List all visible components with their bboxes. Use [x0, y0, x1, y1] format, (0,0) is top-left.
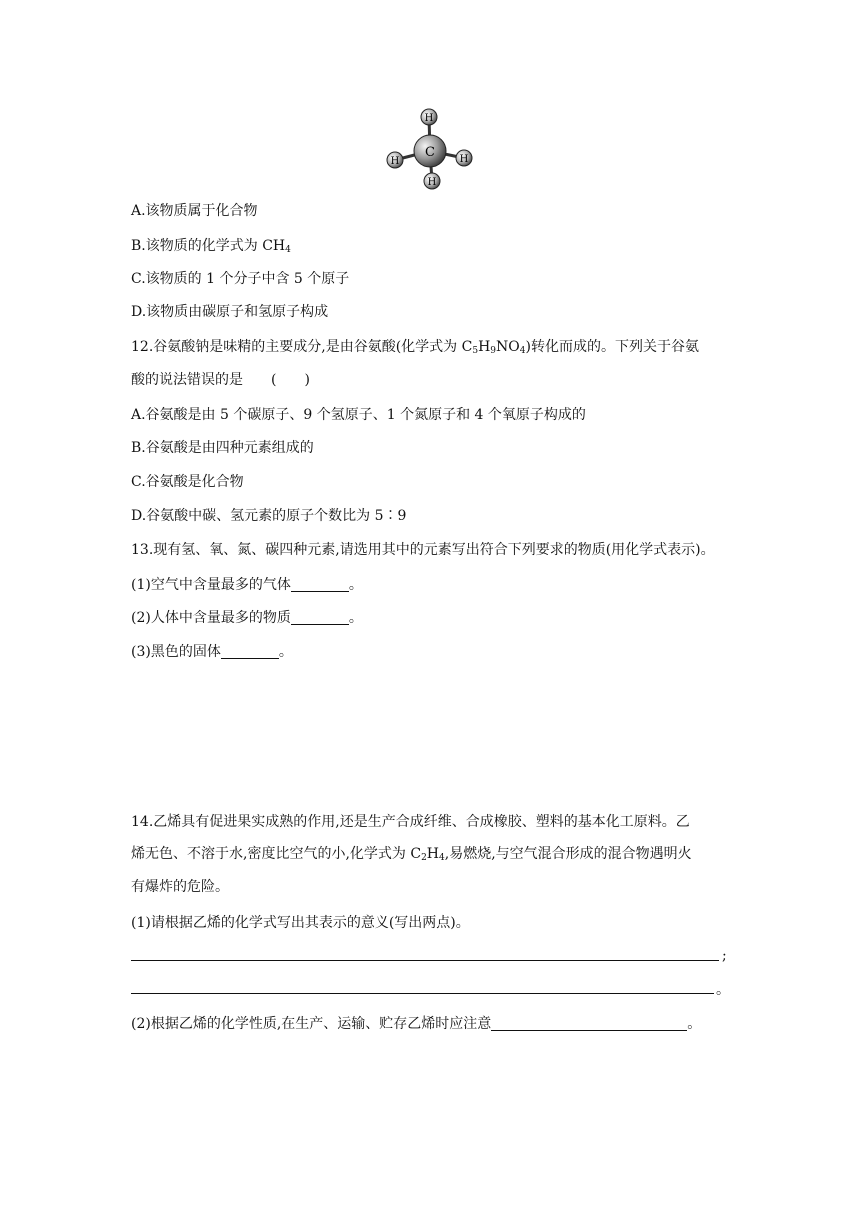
- q14-stem: 14.乙烯具有促进果实成熟的作用,还是生产合成纤维、合成橡胶、塑料的基本化工原料。乙: [131, 814, 690, 830]
- q11-option-d: D.该物质由碳原子和氢原子构成: [131, 304, 329, 320]
- q12-option-d: D.谷氨酸中碳、氢元素的原子个数比为 5∶9: [131, 508, 407, 524]
- h-label-left: H: [390, 156, 400, 167]
- q14-stem-cont: 烯无色、不溶于水,密度比空气的小,化学式为 $C_2H_4$,易燃烧,与空气混合形成的混合物遇明火: [131, 846, 692, 863]
- q12-option-b: B.谷氨酸是由四种元素组成的: [131, 440, 314, 456]
- q11-option-c: C.该物质的 1 个分子中含 5 个原子: [131, 271, 350, 287]
- answer-blank[interactable]: [291, 610, 349, 625]
- q13-stem: 13.现有氢、氧、氮、碳四种元素,请选用其中的元素写出符合下列要求的物质(用化学式表示)。: [131, 542, 715, 558]
- answer-blank[interactable]: [491, 1016, 687, 1031]
- c-label: C: [425, 145, 435, 160]
- q12-option-c: C.谷氨酸是化合物: [131, 474, 244, 490]
- answer-blank[interactable]: [291, 577, 349, 592]
- q12-stem-cont: 酸的说法错误的是 ( ): [131, 372, 310, 388]
- q14-stem-end: 有爆炸的危险。: [131, 879, 229, 895]
- q11-option-a: A.该物质属于化合物: [131, 203, 258, 219]
- answer-line-1-end: ;: [722, 948, 727, 964]
- answer-blank[interactable]: [221, 644, 279, 659]
- h-label-bottom: H: [427, 177, 437, 188]
- q13-item-2: (2)人体中含量最多的物质 。: [131, 610, 363, 626]
- q13-item-3: (3)黑色的固体 。: [131, 644, 293, 660]
- q14-sub1: (1)请根据乙烯的化学式写出其表示的意义(写出两点)。: [131, 915, 470, 931]
- answer-line-2[interactable]: [131, 993, 714, 994]
- q14-sub2: (2)根据乙烯的化学性质,在生产、运输、贮存乙烯时应注意 。: [131, 1016, 702, 1032]
- q12-stem: 12.谷氨酸钠是味精的主要成分,是由谷氨酸(化学式为 $C_5H_9NO_4$)转化而成的。下列关于谷氨: [131, 339, 699, 356]
- answer-line-1[interactable]: [131, 960, 719, 961]
- h-label-right: H: [459, 154, 469, 165]
- methane-molecule-figure: [382, 105, 478, 191]
- q13-item-1: (1)空气中含量最多的气体 。: [131, 577, 363, 593]
- q12-option-a: A.谷氨酸是由 5 个碳原子、9 个氢原子、1 个氮原子和 4 个氧原子构成的: [131, 407, 586, 423]
- h-label-top: H: [424, 113, 434, 124]
- q11-option-b: B.该物质的化学式为 $CH_4$: [131, 238, 291, 255]
- answer-line-2-end: 。: [716, 982, 730, 998]
